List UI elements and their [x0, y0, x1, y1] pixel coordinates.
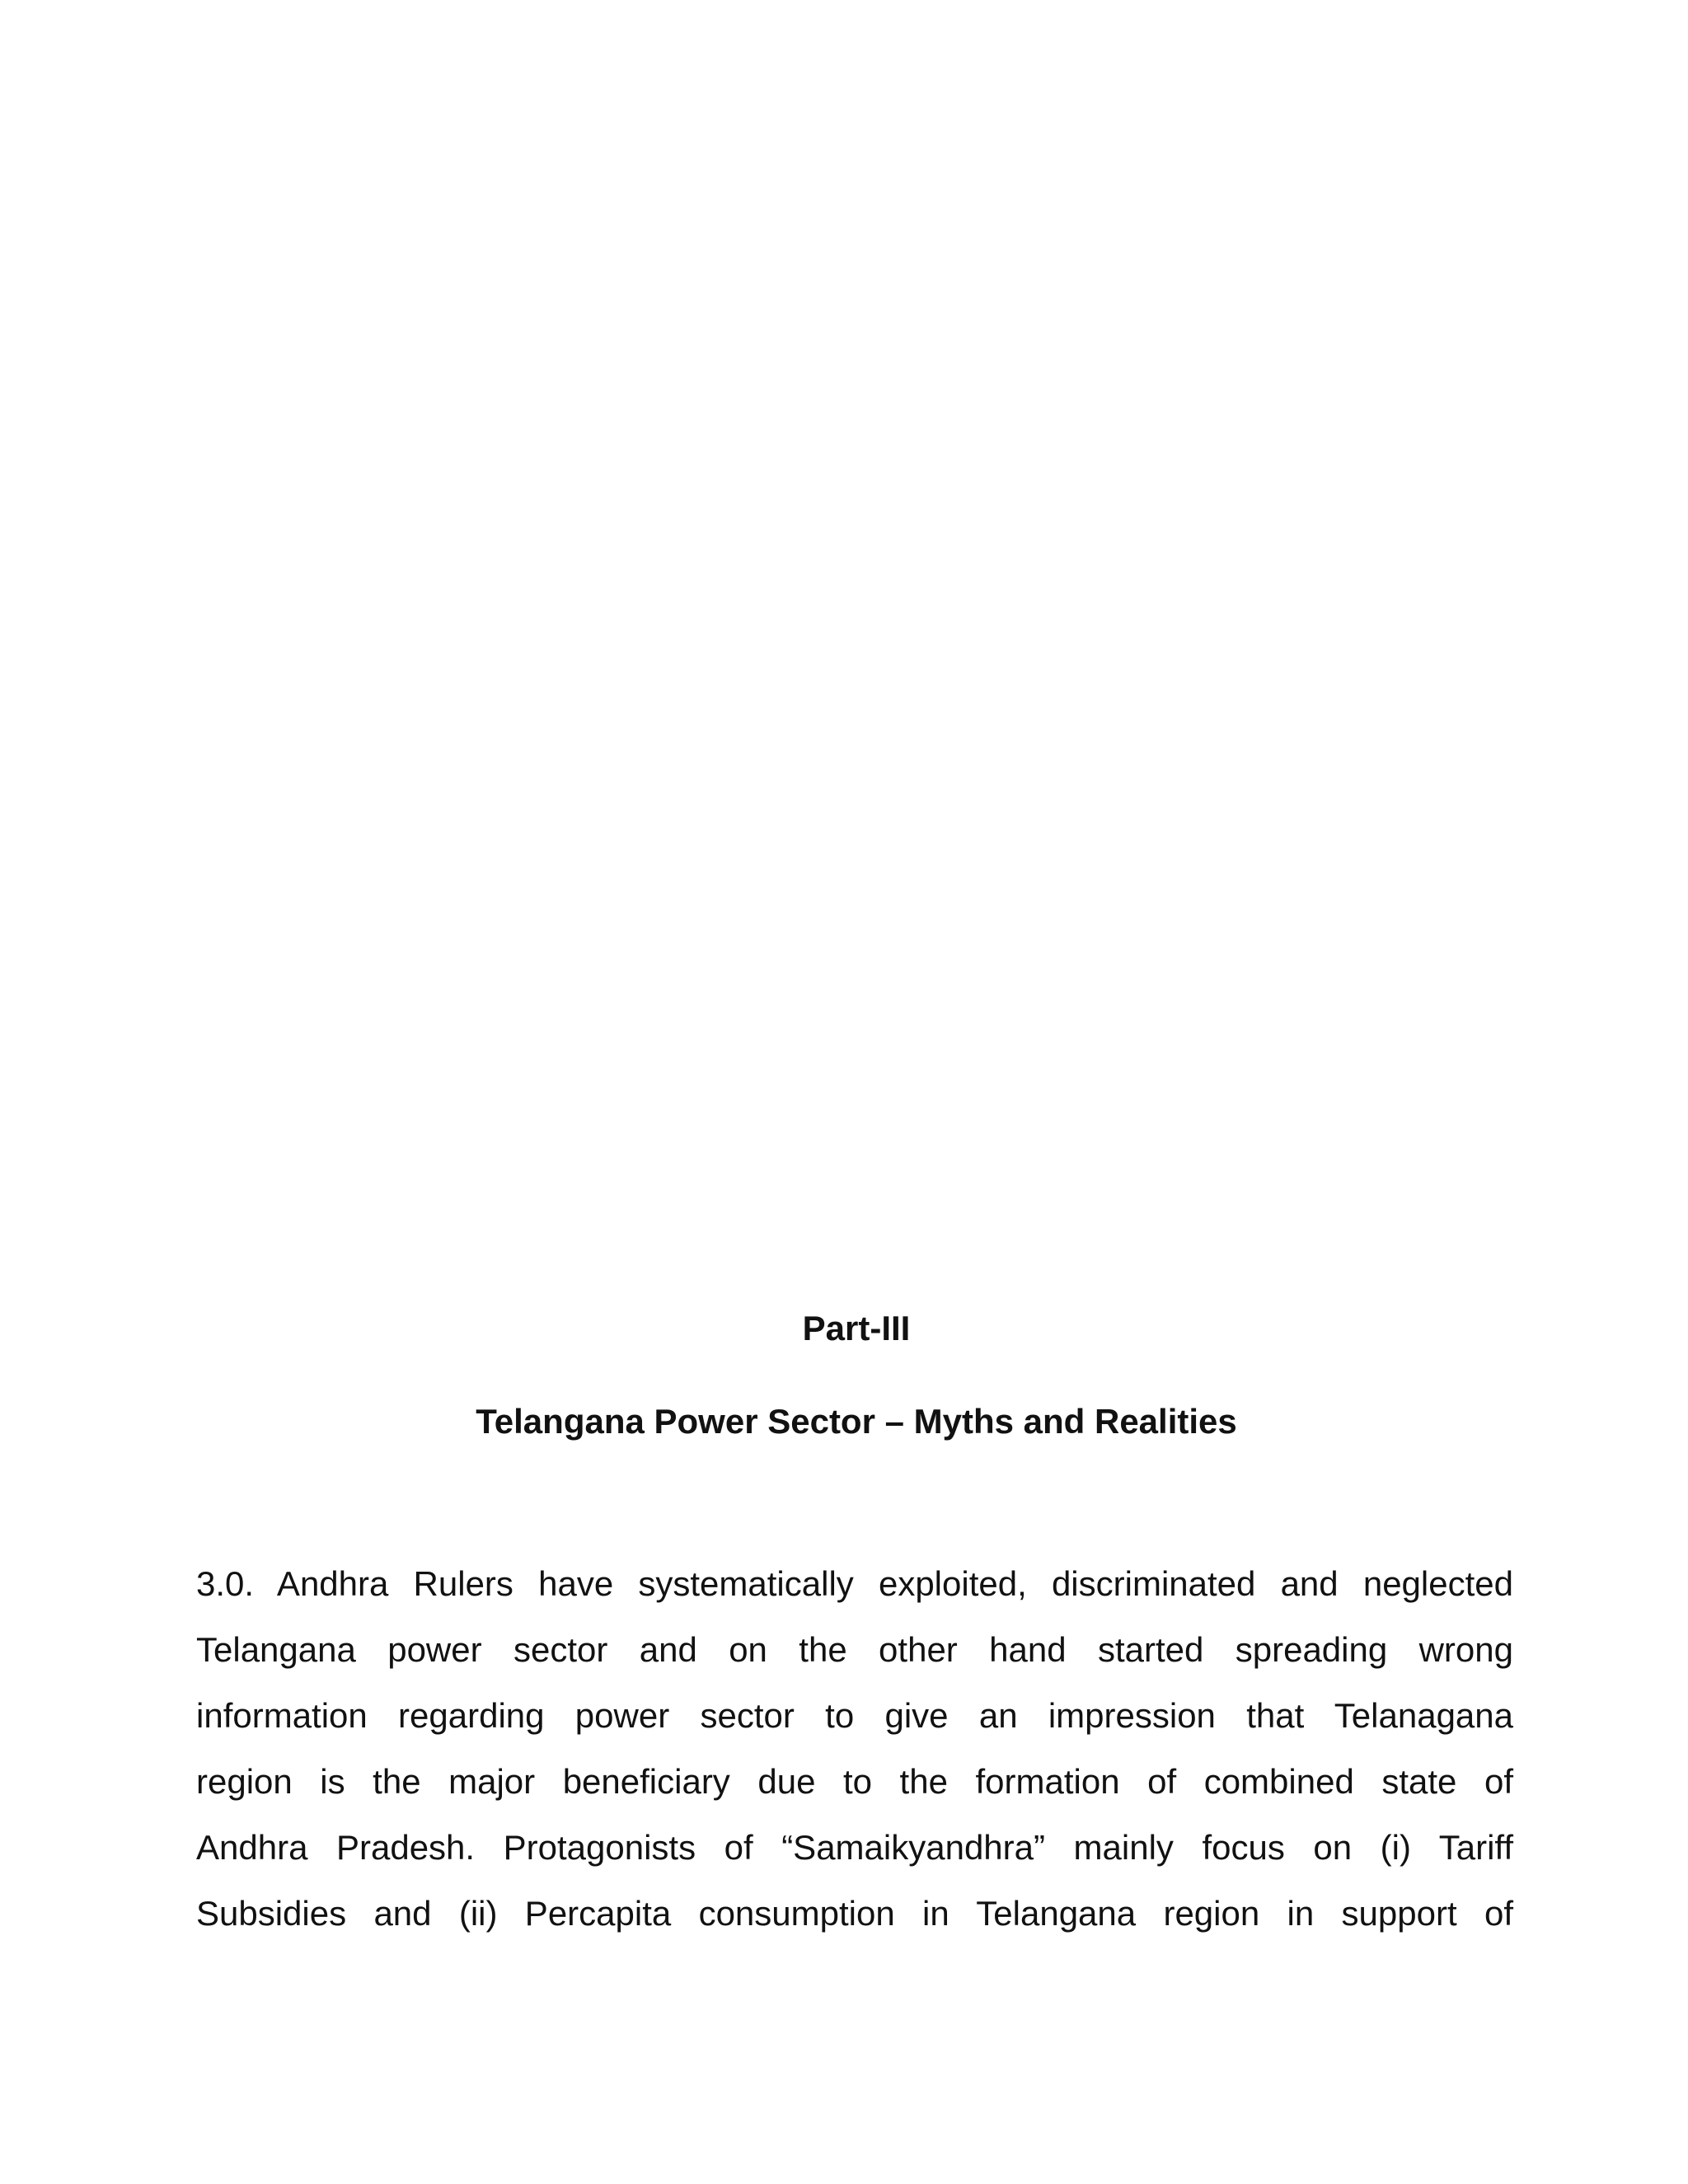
body-paragraph	[196, 1551, 1513, 1947]
paragraph-line: 3.0. Andhra Rulers have systematically exploited, discriminated and neglected	[196, 1564, 1513, 1603]
paragraph-line: Telangana power sector and on the other hand started spreading wrong	[196, 1630, 1513, 1669]
paragraph-line: information regarding power sector to give an impression that Telanagana	[196, 1696, 1513, 1735]
paragraph-line: Andhra Pradesh. Protagonists of “Samaikyandhra” mainly focus on (i) Tariff	[196, 1828, 1513, 1867]
part-heading: Part-III	[802, 1309, 911, 1347]
section-title: Telangana Power Sector – Myths and Realities	[476, 1402, 1237, 1441]
paragraph-line: region is the major beneficiary due to the formation of combined state of	[196, 1762, 1513, 1801]
paragraph-line: Subsidies and (ii) Percapita consumption in Telangana region in support of	[196, 1894, 1513, 1933]
